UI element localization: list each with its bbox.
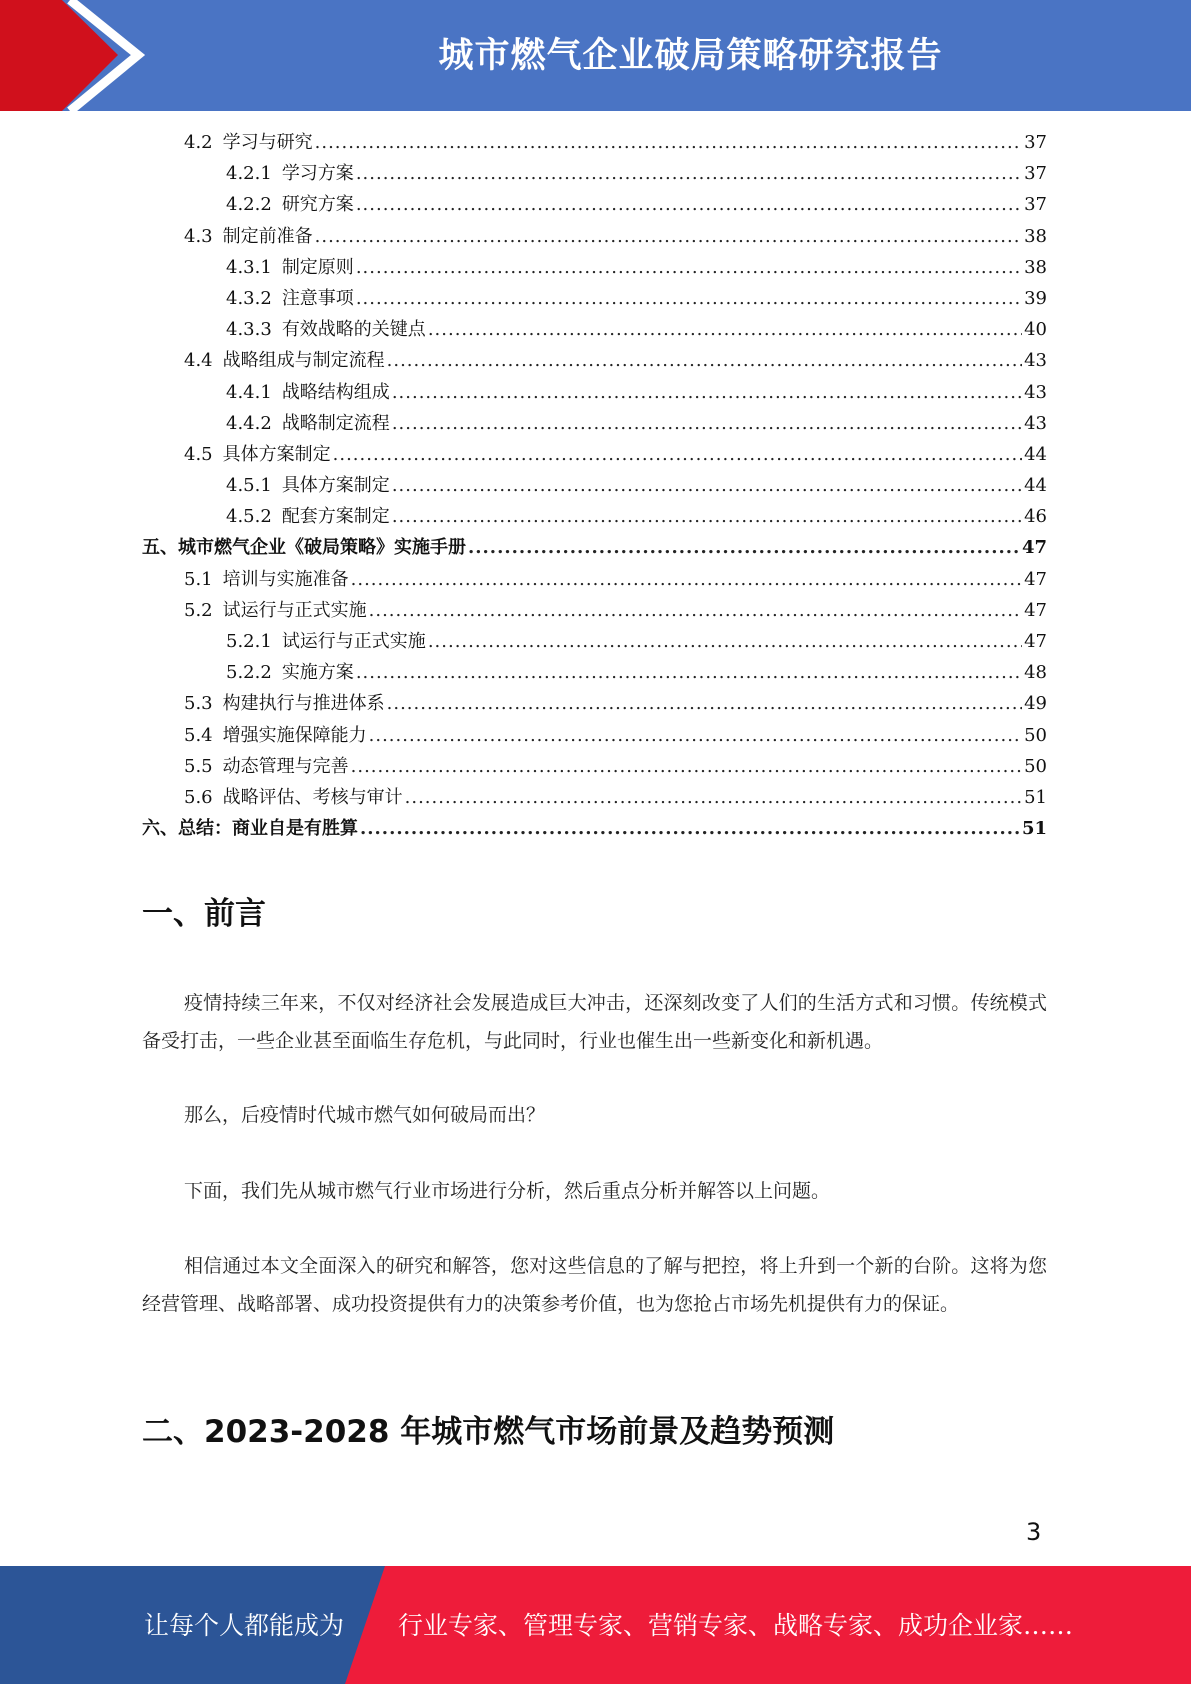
page-number: 3 xyxy=(1026,1518,1042,1546)
toc-entry-page: 50 xyxy=(1024,755,1047,777)
toc-entry-title: 制定原则 xyxy=(281,256,354,278)
toc-entry[interactable] xyxy=(142,378,1047,409)
toc-entry-page: 48 xyxy=(1024,662,1047,684)
toc-entry-page: 47 xyxy=(1024,599,1047,621)
toc-entry[interactable] xyxy=(142,596,1047,627)
toc-dot-leader xyxy=(392,506,1022,527)
toc-entry[interactable] xyxy=(142,721,1047,752)
toc-entry-page: 43 xyxy=(1024,350,1047,372)
toc-entry[interactable] xyxy=(142,752,1047,783)
toc-entry[interactable] xyxy=(142,502,1047,533)
toc-entry-page: 44 xyxy=(1024,475,1047,497)
toc-entry[interactable] xyxy=(142,814,1047,845)
toc-entry-title: 战略制定流程 xyxy=(281,412,390,434)
toc-entry-page: 40 xyxy=(1024,319,1047,341)
footer-slogan-right: 行业专家、管理专家、营销专家、战略专家、成功企业家…… xyxy=(398,1611,1074,1640)
page-footer xyxy=(0,1566,1191,1684)
toc-dot-leader xyxy=(356,194,1022,215)
toc-entry[interactable] xyxy=(142,689,1047,720)
toc-entry[interactable] xyxy=(142,128,1047,159)
preface-paragraph-2: 那么，后疫情时代城市燃气如何破局而出？ xyxy=(184,1104,546,1126)
toc-entry-title: 学习与研究 xyxy=(222,132,313,153)
toc-dot-leader xyxy=(468,537,1020,558)
toc-dot-leader xyxy=(356,662,1022,683)
toc-dot-leader xyxy=(428,319,1022,340)
toc-entry[interactable] xyxy=(142,346,1047,377)
toc-entry-number: 4.2 xyxy=(184,132,213,153)
toc-entry-number: 5.2.2 xyxy=(226,662,272,684)
toc-entry[interactable] xyxy=(142,440,1047,471)
toc-entry[interactable] xyxy=(142,658,1047,689)
toc-dot-leader xyxy=(315,226,1022,247)
toc-entry[interactable] xyxy=(142,284,1047,315)
toc-entry-number: 4.3.1 xyxy=(226,256,272,278)
toc-entry-page: 43 xyxy=(1024,381,1047,403)
toc-entry[interactable] xyxy=(142,627,1047,658)
toc-dot-leader xyxy=(387,693,1022,714)
toc-entry-title: 战略评估、考核与审计 xyxy=(222,786,403,808)
toc-entry-number: 4.4 xyxy=(184,350,213,372)
toc-entry[interactable] xyxy=(142,253,1047,284)
toc-entry-title: 具体方案制定 xyxy=(281,475,390,497)
toc-dot-leader xyxy=(428,631,1022,652)
toc-dot-leader xyxy=(356,288,1022,309)
table-of-contents xyxy=(142,128,1047,845)
toc-dot-leader xyxy=(392,382,1022,403)
toc-dot-leader xyxy=(369,600,1022,621)
toc-entry-number: 5.5 xyxy=(184,755,213,777)
toc-dot-leader xyxy=(360,818,1020,839)
toc-entry-page: 49 xyxy=(1024,693,1047,715)
toc-entry-number: 4.4.1 xyxy=(226,381,272,403)
toc-entry-number: 5.4 xyxy=(184,724,213,746)
toc-entry-title: 五、城市燃气企业《破局策略》实施手册 xyxy=(142,537,466,559)
preface-paragraph-1: 疫情持续三年来，不仅对经济社会发展造成巨大冲击，还深刻改变了人们的生活方式和习惯。传统模式备受打击，一些企业甚至面临生存危机，与此同时，行业也催生出一些新变化和新机遇。 xyxy=(142,992,1047,1052)
toc-entry-number: 5.2 xyxy=(184,599,213,621)
toc-entry-page: 39 xyxy=(1024,287,1047,309)
toc-dot-leader xyxy=(392,475,1022,496)
toc-entry-page: 47 xyxy=(1021,537,1047,559)
toc-dot-leader xyxy=(333,444,1022,465)
toc-entry-page: 47 xyxy=(1024,568,1047,590)
toc-entry[interactable] xyxy=(142,471,1047,502)
toc-entry-number: 4.3.3 xyxy=(226,319,272,341)
toc-entry[interactable] xyxy=(142,190,1047,221)
toc-entry-title: 六、总结：商业自是有胜算 xyxy=(142,818,358,840)
toc-dot-leader xyxy=(315,132,1022,153)
footer-slogan-left: 让每个人都能成为 xyxy=(144,1611,345,1640)
toc-entry-title: 配套方案制定 xyxy=(281,506,390,528)
toc-entry-number: 4.3 xyxy=(184,225,213,247)
toc-entry-title: 动态管理与完善 xyxy=(222,755,349,777)
toc-entry-page: 46 xyxy=(1024,506,1047,528)
toc-entry-title: 试运行与正式实施 xyxy=(281,631,426,652)
toc-entry-title: 实施方案 xyxy=(281,662,354,684)
page-header xyxy=(0,0,1191,111)
toc-entry[interactable] xyxy=(142,315,1047,346)
toc-dot-leader xyxy=(369,725,1022,746)
section-heading-preface: 一、前言 xyxy=(142,896,266,932)
toc-entry-page: 38 xyxy=(1024,256,1047,278)
toc-entry-number: 5.2.1 xyxy=(226,631,272,652)
toc-entry-page: 43 xyxy=(1024,412,1047,434)
toc-entry-page: 50 xyxy=(1024,724,1047,746)
toc-entry-title: 试运行与正式实施 xyxy=(222,599,367,621)
toc-entry-number: 4.2.1 xyxy=(226,163,272,185)
toc-dot-leader xyxy=(387,350,1022,371)
toc-entry-page: 37 xyxy=(1024,163,1047,185)
toc-dot-leader xyxy=(356,257,1022,278)
toc-entry-title: 战略组成与制定流程 xyxy=(222,350,385,372)
header-chevron-decoration xyxy=(0,0,160,111)
toc-entry-page: 37 xyxy=(1024,194,1047,216)
toc-entry-title: 增强实施保障能力 xyxy=(222,724,367,746)
toc-entry-number: 5.1 xyxy=(184,568,213,590)
toc-entry-number: 5.3 xyxy=(184,693,213,715)
toc-entry-number: 4.3.2 xyxy=(226,287,272,309)
toc-entry-title: 研究方案 xyxy=(281,194,354,216)
toc-entry-number: 4.5.1 xyxy=(226,475,272,497)
toc-dot-leader xyxy=(351,569,1022,590)
toc-entry[interactable] xyxy=(142,533,1047,564)
toc-entry-number: 4.5.2 xyxy=(226,506,272,528)
toc-dot-leader xyxy=(405,787,1022,808)
toc-entry-number: 5.6 xyxy=(184,786,213,808)
toc-entry[interactable] xyxy=(142,159,1047,190)
toc-dot-leader xyxy=(392,413,1022,434)
report-title: 城市燃气企业破局策略研究报告 xyxy=(438,36,943,76)
section-heading-forecast: 二、2023-2028 年城市燃气市场前景及趋势预测 xyxy=(142,1414,835,1450)
toc-entry-page: 44 xyxy=(1024,443,1047,465)
toc-entry-page: 51 xyxy=(1024,786,1047,808)
toc-entry-title: 构建执行与推进体系 xyxy=(222,693,385,715)
toc-entry-page: 38 xyxy=(1024,225,1047,247)
toc-entry-page: 51 xyxy=(1021,818,1047,840)
preface-paragraph-3: 下面，我们先从城市燃气行业市场进行分析，然后重点分析并解答以上问题。 xyxy=(184,1180,831,1202)
toc-entry-title: 具体方案制定 xyxy=(222,443,331,465)
toc-entry-page: 47 xyxy=(1024,631,1047,652)
toc-entry-number: 4.2.2 xyxy=(226,194,272,216)
toc-entry-title: 制定前准备 xyxy=(222,225,313,247)
toc-entry-title: 注意事项 xyxy=(281,287,354,309)
toc-entry-title: 战略结构组成 xyxy=(281,381,390,403)
toc-entry[interactable] xyxy=(142,565,1047,596)
toc-entry[interactable] xyxy=(142,222,1047,253)
preface-paragraph-4: 相信通过本文全面深入的研究和解答，您对这些信息的了解与把控，将上升到一个新的台阶。这将为您经营管理、战略部署、成功投资提供有力的决策参考价值，也为您抢占市场先机提供有力的保证。 xyxy=(142,1255,1047,1315)
toc-dot-leader xyxy=(351,756,1022,777)
toc-dot-leader xyxy=(356,163,1022,184)
toc-entry[interactable] xyxy=(142,783,1047,814)
toc-entry-number: 4.4.2 xyxy=(226,412,272,434)
toc-entry[interactable] xyxy=(142,409,1047,440)
toc-entry-number: 4.5 xyxy=(184,443,213,465)
toc-entry-title: 有效战略的关键点 xyxy=(281,319,426,341)
toc-entry-page: 37 xyxy=(1024,132,1047,153)
toc-entry-title: 培训与实施准备 xyxy=(222,568,349,590)
toc-entry-title: 学习方案 xyxy=(281,163,354,185)
